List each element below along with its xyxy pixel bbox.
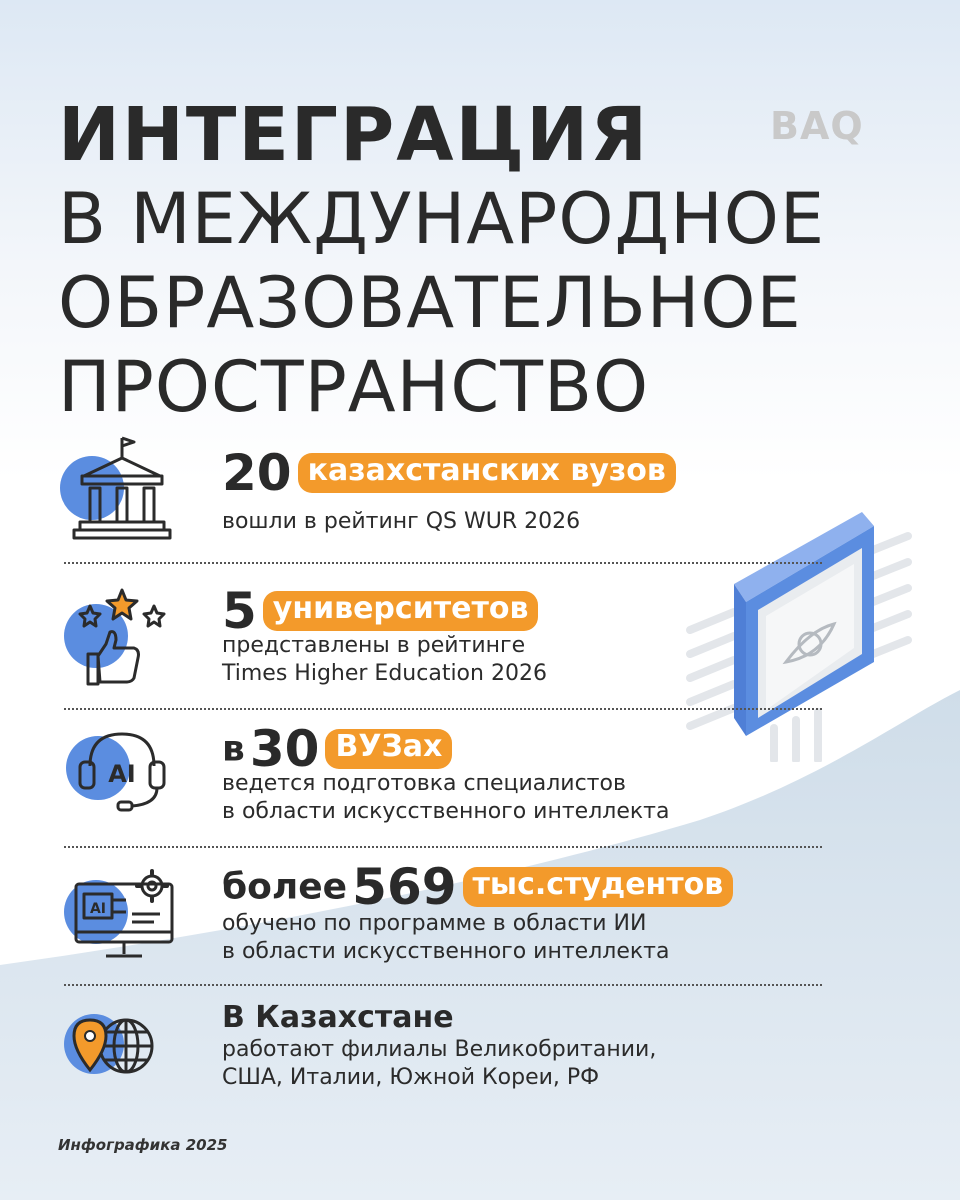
item-3-prefix: в <box>222 728 245 770</box>
item-3-line-1: ведется подготовка специалистов <box>222 771 626 796</box>
divider <box>64 846 822 848</box>
stars-thumbs-up-icon <box>60 586 180 696</box>
item-4-headline <box>222 858 733 916</box>
title-line-2: В МЕЖДУНАРОДНОЕ <box>58 178 826 260</box>
ai-headset-icon <box>60 720 180 830</box>
item-1-highlight: казахстанских вузов <box>298 453 676 494</box>
item-4-number: 569 <box>352 858 457 916</box>
svg-text:AI: AI <box>89 901 107 917</box>
svg-text:AI: AI <box>108 760 136 788</box>
university-building-icon <box>60 432 180 542</box>
ai-monitor-gear-icon <box>60 860 180 970</box>
item-5-text <box>222 1036 656 1092</box>
title-line-1: ИНТЕГРАЦИЯ <box>58 92 650 178</box>
divider <box>64 984 822 986</box>
title-line-4: ПРОСТРАНСТВО <box>58 346 650 428</box>
globe-location-icon <box>60 1000 180 1110</box>
item-2-line-2: Times Higher Education 2026 <box>222 661 547 686</box>
item-1-headline <box>222 444 676 502</box>
item-3-text <box>222 770 669 826</box>
divider <box>64 708 822 710</box>
item-5-heading: В Казахстане <box>222 1000 454 1035</box>
footer-caption: Инфографика 2025 <box>58 1136 228 1154</box>
divider <box>64 562 822 564</box>
item-4-line-1: обучено по программе в области ИИ <box>222 911 647 936</box>
title-line-3: ОБРАЗОВАТЕЛЬНОЕ <box>58 262 802 344</box>
item-1-number: 20 <box>222 444 292 502</box>
item-4-highlight: тыс.студентов <box>463 867 734 908</box>
item-2-text <box>222 632 547 688</box>
item-3-headline <box>222 720 452 778</box>
item-2-highlight: университетов <box>263 591 539 632</box>
item-3-line-2: в области искусственного интеллекта <box>222 799 670 824</box>
item-3-highlight: ВУЗах <box>325 729 452 770</box>
item-2-number: 5 <box>222 582 257 640</box>
item-3-number: 30 <box>249 720 320 778</box>
item-4-line-2: в области искусственного интеллекта <box>222 939 670 964</box>
item-4-text <box>222 910 669 966</box>
item-2-headline <box>222 582 538 640</box>
baq-logo: BAQ <box>770 104 864 148</box>
chip-eye-icon <box>682 512 912 762</box>
item-5-line-1: работают филиалы Великобритании, <box>222 1037 657 1062</box>
item-1-line-1: вошли в рейтинг QS WUR 2026 <box>222 509 581 534</box>
item-2-line-1: представлены в рейтинге <box>222 633 526 658</box>
item-1-text <box>222 508 580 536</box>
item-4-prefix: более <box>222 866 348 908</box>
item-5-line-2: США, Италии, Южной Кореи, РФ <box>222 1065 600 1090</box>
